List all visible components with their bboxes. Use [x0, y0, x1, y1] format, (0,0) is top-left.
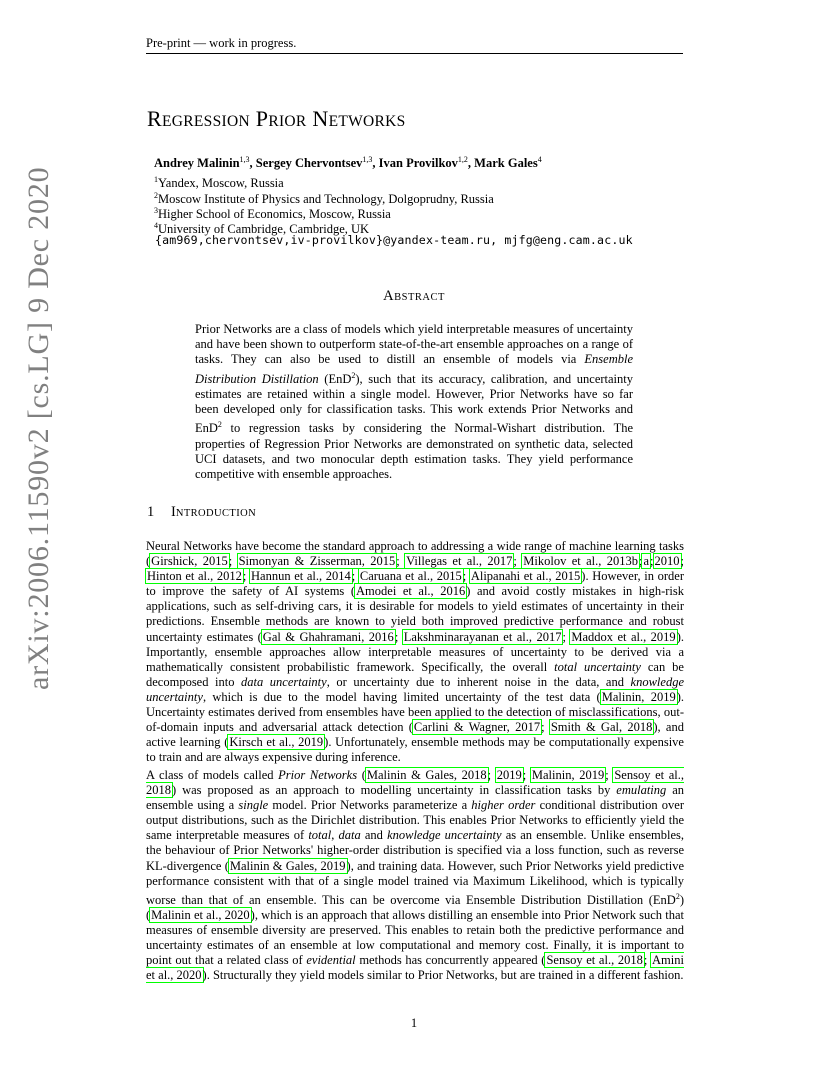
citation-link[interactable]: a [643, 554, 650, 569]
citation-link[interactable]: Malinin, 2019 [601, 689, 676, 704]
citation-link[interactable]: Sensoy et al., 2018 [146, 768, 684, 798]
citation-link[interactable]: Amodei et al., 2016 [356, 584, 466, 599]
citation-link[interactable]: Malinin & Gales, 2018 [366, 768, 487, 782]
citation-link[interactable]: Malinin & Gales, 2019 [229, 858, 346, 873]
citation-link[interactable]: Carlini & Wagner, 2017 [413, 720, 541, 735]
citation-link[interactable]: Simonyan & Zisserman, 2015 [238, 554, 396, 569]
section-heading-introduction: 1 INTRODUCTION [147, 504, 257, 520]
citation-link[interactable]: Maddox et al., 2019 [571, 629, 676, 644]
citation-link[interactable]: Lakshminarayanan et al., 2017 [403, 629, 562, 644]
abstract-heading: ABSTRACT [383, 288, 445, 304]
affiliation: $^4$University of Cambridge, Cambridge, UK [154, 221, 370, 237]
citation-link[interactable]: Sensoy et al., 2018 [546, 953, 643, 968]
author-name: Sergey Chervontsev [255, 156, 363, 171]
citation-link[interactable]: Caruana et al., 2015 [359, 569, 462, 584]
intro-paragraph-1: Neural Networks have become the standard approach to addressing a wide range of machine learning tasks (Girshick, 2015; Simonyan & Zisserman, 2015; Villegas et al., 2017; Mikolov et al., 2013b;a;2010; Hinton et al., 2012; Hannun et al., 2014; Caruana et al., 2015; Alipanahi et al., 2015). However, in order to improve the safety of AI systems (Amodei et al., 2016) and avoid costly mistakes in high-risk applications, such as self-driving cars, it is desirable for models to yield estimates of uncertainty in their predictions. Ensemble methods are known to yield both improved predictive performance and robust uncertainty estimates (Gal & Ghahramani, 2016; Lakshminarayanan et al., 2017; Maddox et al., 2019). Importantly, ensemble approaches allow interpretable measures of uncertainty to be derived via a mathematically consistent probabilistic framework. Specifically, the overall total uncertainty can be decomposed into data uncertainty, or uncertainty due to inherent noise in the data, and knowledge uncertainty, which is due to the model having limited uncertainty of the test data (Malinin, 2019). Uncertainty estimates derived from ensembles have been applied to the detection of misclassifications, out-of-domain inputs and adversarial attack detection (Carlini & Wagner, 2017; Smith & Gal, 2018), and active learning (Kirsch et al., 2019). Unfortunately, ensemble methods may be computationally expensive to train and are always expensive during inference. [146, 539, 684, 765]
paper-title: REGRESSION PRIOR NETWORKS [147, 106, 406, 131]
affiliation: $^1$Yandex, Moscow, Russia [154, 175, 284, 191]
citation-link[interactable]: Amini et al., 2020 [146, 953, 684, 983]
citation-link[interactable]: 2010 [654, 554, 680, 569]
citation-link[interactable]: Alipanahi et al., 2015 [470, 569, 581, 584]
citation-link[interactable]: 2019 [496, 768, 522, 782]
author-list: Andrey Malinin$^{1,3}$, Sergey Chervontsev$^{1,3}$, Ivan Provilkov$^{1,2}$, Mark Gales$^4$ [154, 155, 542, 171]
author-name: Ivan Provilkov [378, 156, 458, 171]
citation-link[interactable]: Malinin, 2019 [531, 768, 605, 782]
citation-link[interactable]: Smith & Gal, 2018 [550, 720, 653, 735]
intro-paragraph-2: A class of models called Prior Networks (Malinin & Gales, 2018; 2019; Malinin, 2019; Sensoy et al., 2018) was proposed as an approach to modelling uncertainty in classification tasks by emulating an ensemble using a single model. Prior Networks parameterize a higher order conditional distribution over output distributions, such as the Dirichlet distribution. This enables Prior Networks to efficiently yield the same interpretable measures of total, data and knowledge uncertainty as an ensemble. Unlike ensembles, the behaviour of Prior Networks' higher-order distribution is specified via a loss function, such as reverse KL-divergence (Malinin & Gales, 2019), and training data. However, such Prior Networks yield predictive performance consistent with that of a single model trained via Maximum Likelihood, which is typically worse than that of an ensemble. This can be overcome via Ensemble Distribution Distillation (EnD$^2$) (Malinin et al., 2020), which is an approach that allows distilling an ensemble into Prior Network such that measures of ensemble diversity are preserved. This enables to retain both the predictive performance and uncertainty estimates of an ensemble at low computational and memory cost. Finally, it is important to point out that a related class of evidential methods has concurrently appeared (Sensoy et al., 2018; Amini et al., 2020). Structurally they yield models similar to Prior Networks, but are trained in a different fashion. [146, 768, 685, 983]
affiliation: $^2$Moscow Institute of Physics and Technology, Dolgoprudny, Russia [154, 191, 494, 207]
citation-link[interactable]: Girshick, 2015 [151, 554, 228, 569]
citation-link[interactable]: Villegas et al., 2017 [406, 554, 513, 569]
citation-link[interactable]: Kirsch et al., 2019 [229, 735, 324, 750]
citation-link[interactable]: Malinin et al., 2020 [151, 908, 250, 922]
page-number: 1 [410, 1016, 418, 1030]
author-emails: {am969,chervontsev,iv-provilkov}@yandex-team.ru, mjfg@eng.cam.ac.uk [155, 233, 633, 247]
author-name: Mark Gales [474, 156, 538, 171]
citation-link[interactable]: Gal & Ghahramani, 2016 [262, 629, 394, 644]
running-header: Pre-print — work in progress. [146, 36, 297, 50]
citation-link[interactable]: Hinton et al., 2012 [147, 569, 242, 584]
citation-link[interactable]: Hannun et al., 2014 [251, 569, 351, 584]
abstract-body: Prior Networks are a class of models which yield interpretable measures of uncertainty and have been shown to outperform state-of-the-art ensemble approaches on a range of tasks. They can also be used to distill an ensemble of models via Ensemble Distribution Distillation (EnD$^2$), such that its accuracy, calibration, and uncertainty estimates are retained within a single model. However, Prior Networks have so far been developed only for classification tasks. This work extends Prior Networks and EnD$^2$ to regression tasks by considering the Normal-Wishart distribution. The properties of Regression Prior Networks are demonstrated on synthetic data, selected UCI datasets, and two monocular depth estimation tasks. They yield performance competitive with ensemble approaches. [195, 322, 633, 482]
header-rule [146, 53, 683, 54]
affiliation: $^3$Higher School of Economics, Moscow, Russia [154, 206, 391, 222]
citation-link[interactable]: Mikolov et al., 2013b [523, 554, 638, 569]
author-name: Andrey Malinin [154, 156, 240, 171]
